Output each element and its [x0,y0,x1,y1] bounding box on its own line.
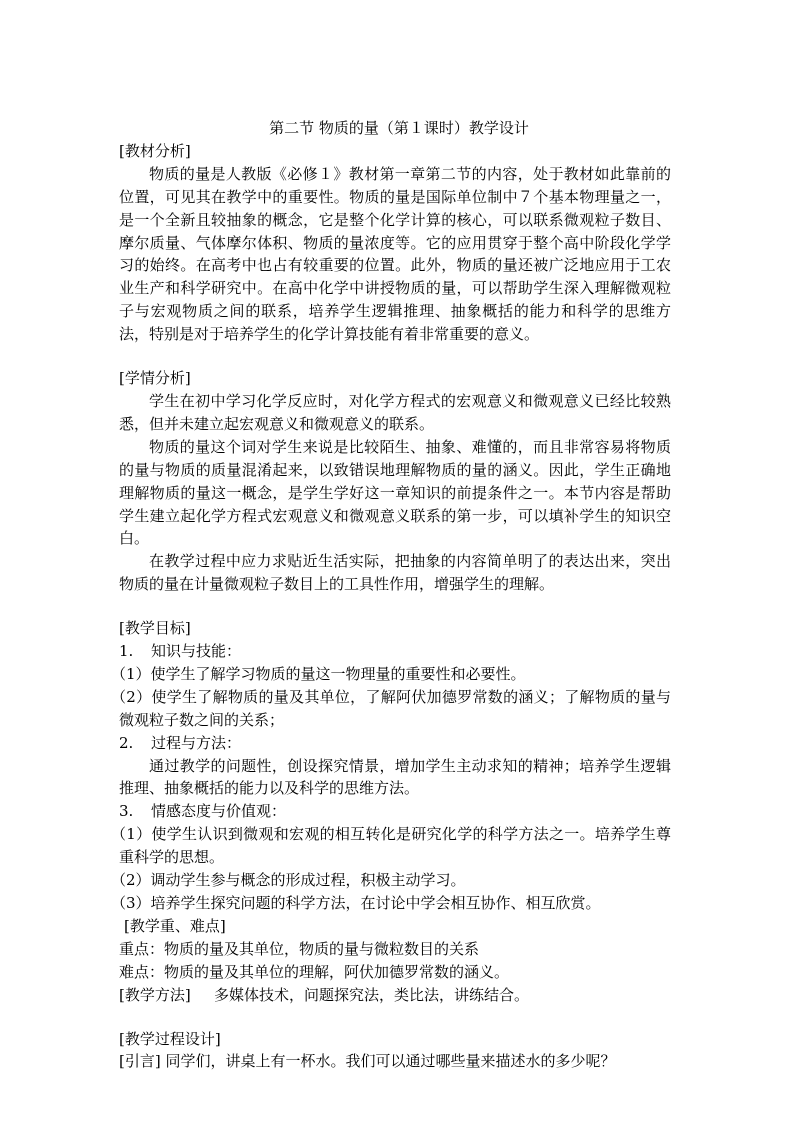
goal-1-label: 知识与技能： [151,642,242,661]
textbook-analysis-heading: [教材分析] [119,141,191,160]
spacer [119,596,671,617]
key-points-heading: [教学重、难点] [124,916,226,935]
process-intro-text: 同学们，讲桌上有一杯水。我们可以通过哪些量来描述水的多少呢？ [165,1052,616,1071]
goal-3-heading [119,800,671,823]
teaching-method-text: 多媒体技术，问题探究法，类比法，讲练结合。 [214,985,530,1004]
goal-1-item-1: （1）使学生了解学习物质的量这一物理量的重要性和必要性。 [111,664,526,683]
goal-1-item-2: （2）使学生了解物质的量及其单位，了解阿伏加德罗常数的涵义；了解物质的量与微观粒子数之间的关系； [111,687,671,729]
spacer [119,1007,671,1028]
process-intro-label: [引言] [119,1052,161,1071]
goal-2-text: 通过教学的问题性，创设探究情景，增加学生主动求知的精神；培养学生逻辑推理、抽象概括的能力以及科学的思维方法。 [119,756,671,798]
teaching-method-label: [教学方法] [119,985,191,1004]
document-page [111,117,671,1073]
student-analysis-paragraph-3: 在教学过程中应力求贴近生活实际，把抽象的内容简单明了的表达出来，突出物质的量在计量微观粒子数目上的工具性作用，增强学生的理解。 [119,552,671,594]
document-title: 第二节 物质的量（第１课时）教学设计 [269,119,529,137]
goal-3-item-2: （2）调动学生参与概念的形成过程，积极主动学习。 [111,871,466,890]
goal-2-heading [119,732,671,755]
process-design-heading: [教学过程设计] [119,1029,221,1048]
teaching-method [119,984,671,1007]
student-analysis-paragraph-2: 物质的量这个词对学生来说是比较陌生、抽象、难懂的，而且非常容易将物质的量与物质的质量混淆起来，以致错误地理解物质的量的涵义。因此，学生正确地理解物质的量这一概念，是学生学好这一章知识的前提条件之一。本节内容是帮助学生建立起化学方程式宏观意义和微观意义联系的第一步，可以填补学生的知识空白。 [119,437,671,548]
difficult-point: 难点：物质的量及其单位的理解，阿伏加德罗常数的涵义。 [119,962,510,981]
goal-3-label: 情感态度与价值观： [151,802,287,821]
spacer [119,346,671,367]
goal-2-label: 过程与方法： [151,733,242,752]
key-point: 重点：物质的量及其单位，物质的量与微粒数目的关系 [119,939,480,958]
goal-3-number: 3. [119,802,134,821]
teaching-goals-heading: [教学目标] [119,619,191,638]
goal-3-item-1: （1）使学生认识到微观和宏观的相互转化是研究化学的科学方法之一。培养学生尊重科学的思想。 [111,825,671,867]
student-analysis-paragraph-1: 学生在初中学习化学反应时，对化学方程式的宏观意义和微观意义已经比较熟悉，但并未建立起宏观意义和微观意义的联系。 [119,391,671,433]
goal-1-heading [119,640,671,663]
student-analysis-heading: [学情分析] [119,369,191,388]
goal-3-item-3: （3）培养学生探究问题的科学方法，在讨论中学会相互协作、相互欣赏。 [111,894,601,912]
textbook-analysis-paragraph: 物质的量是人教版《必修１》教材第一章第二节的内容，处于教材如此靠前的位置，可见其在教学中的重要性。物质的量是国际单位制中７个基本物理量之一，是一个全新且较抽象的概念，它是整个化学计算的核心，可以联系微观粒子数目、摩尔质量、气体摩尔体积、物质的量浓度等。它的应用贯穿于整个高中阶段化学学习的始终。在高考中也占有较重要的位置。此外，物质的量还被广泛地应用于工农业生产和科学研究中。在高中化学中讲授物质的量，可以帮助学生深入理解微观粒子与宏观物质之间的联系，培养学生逻辑推理、抽象概括的能力和科学的思维方法，特别是对于培养学生的化学计算技能有着非常重要的意义。 [119,164,671,344]
process-intro [119,1050,671,1073]
goal-2-number: 2. [119,733,134,752]
goal-1-number: 1. [119,642,134,661]
